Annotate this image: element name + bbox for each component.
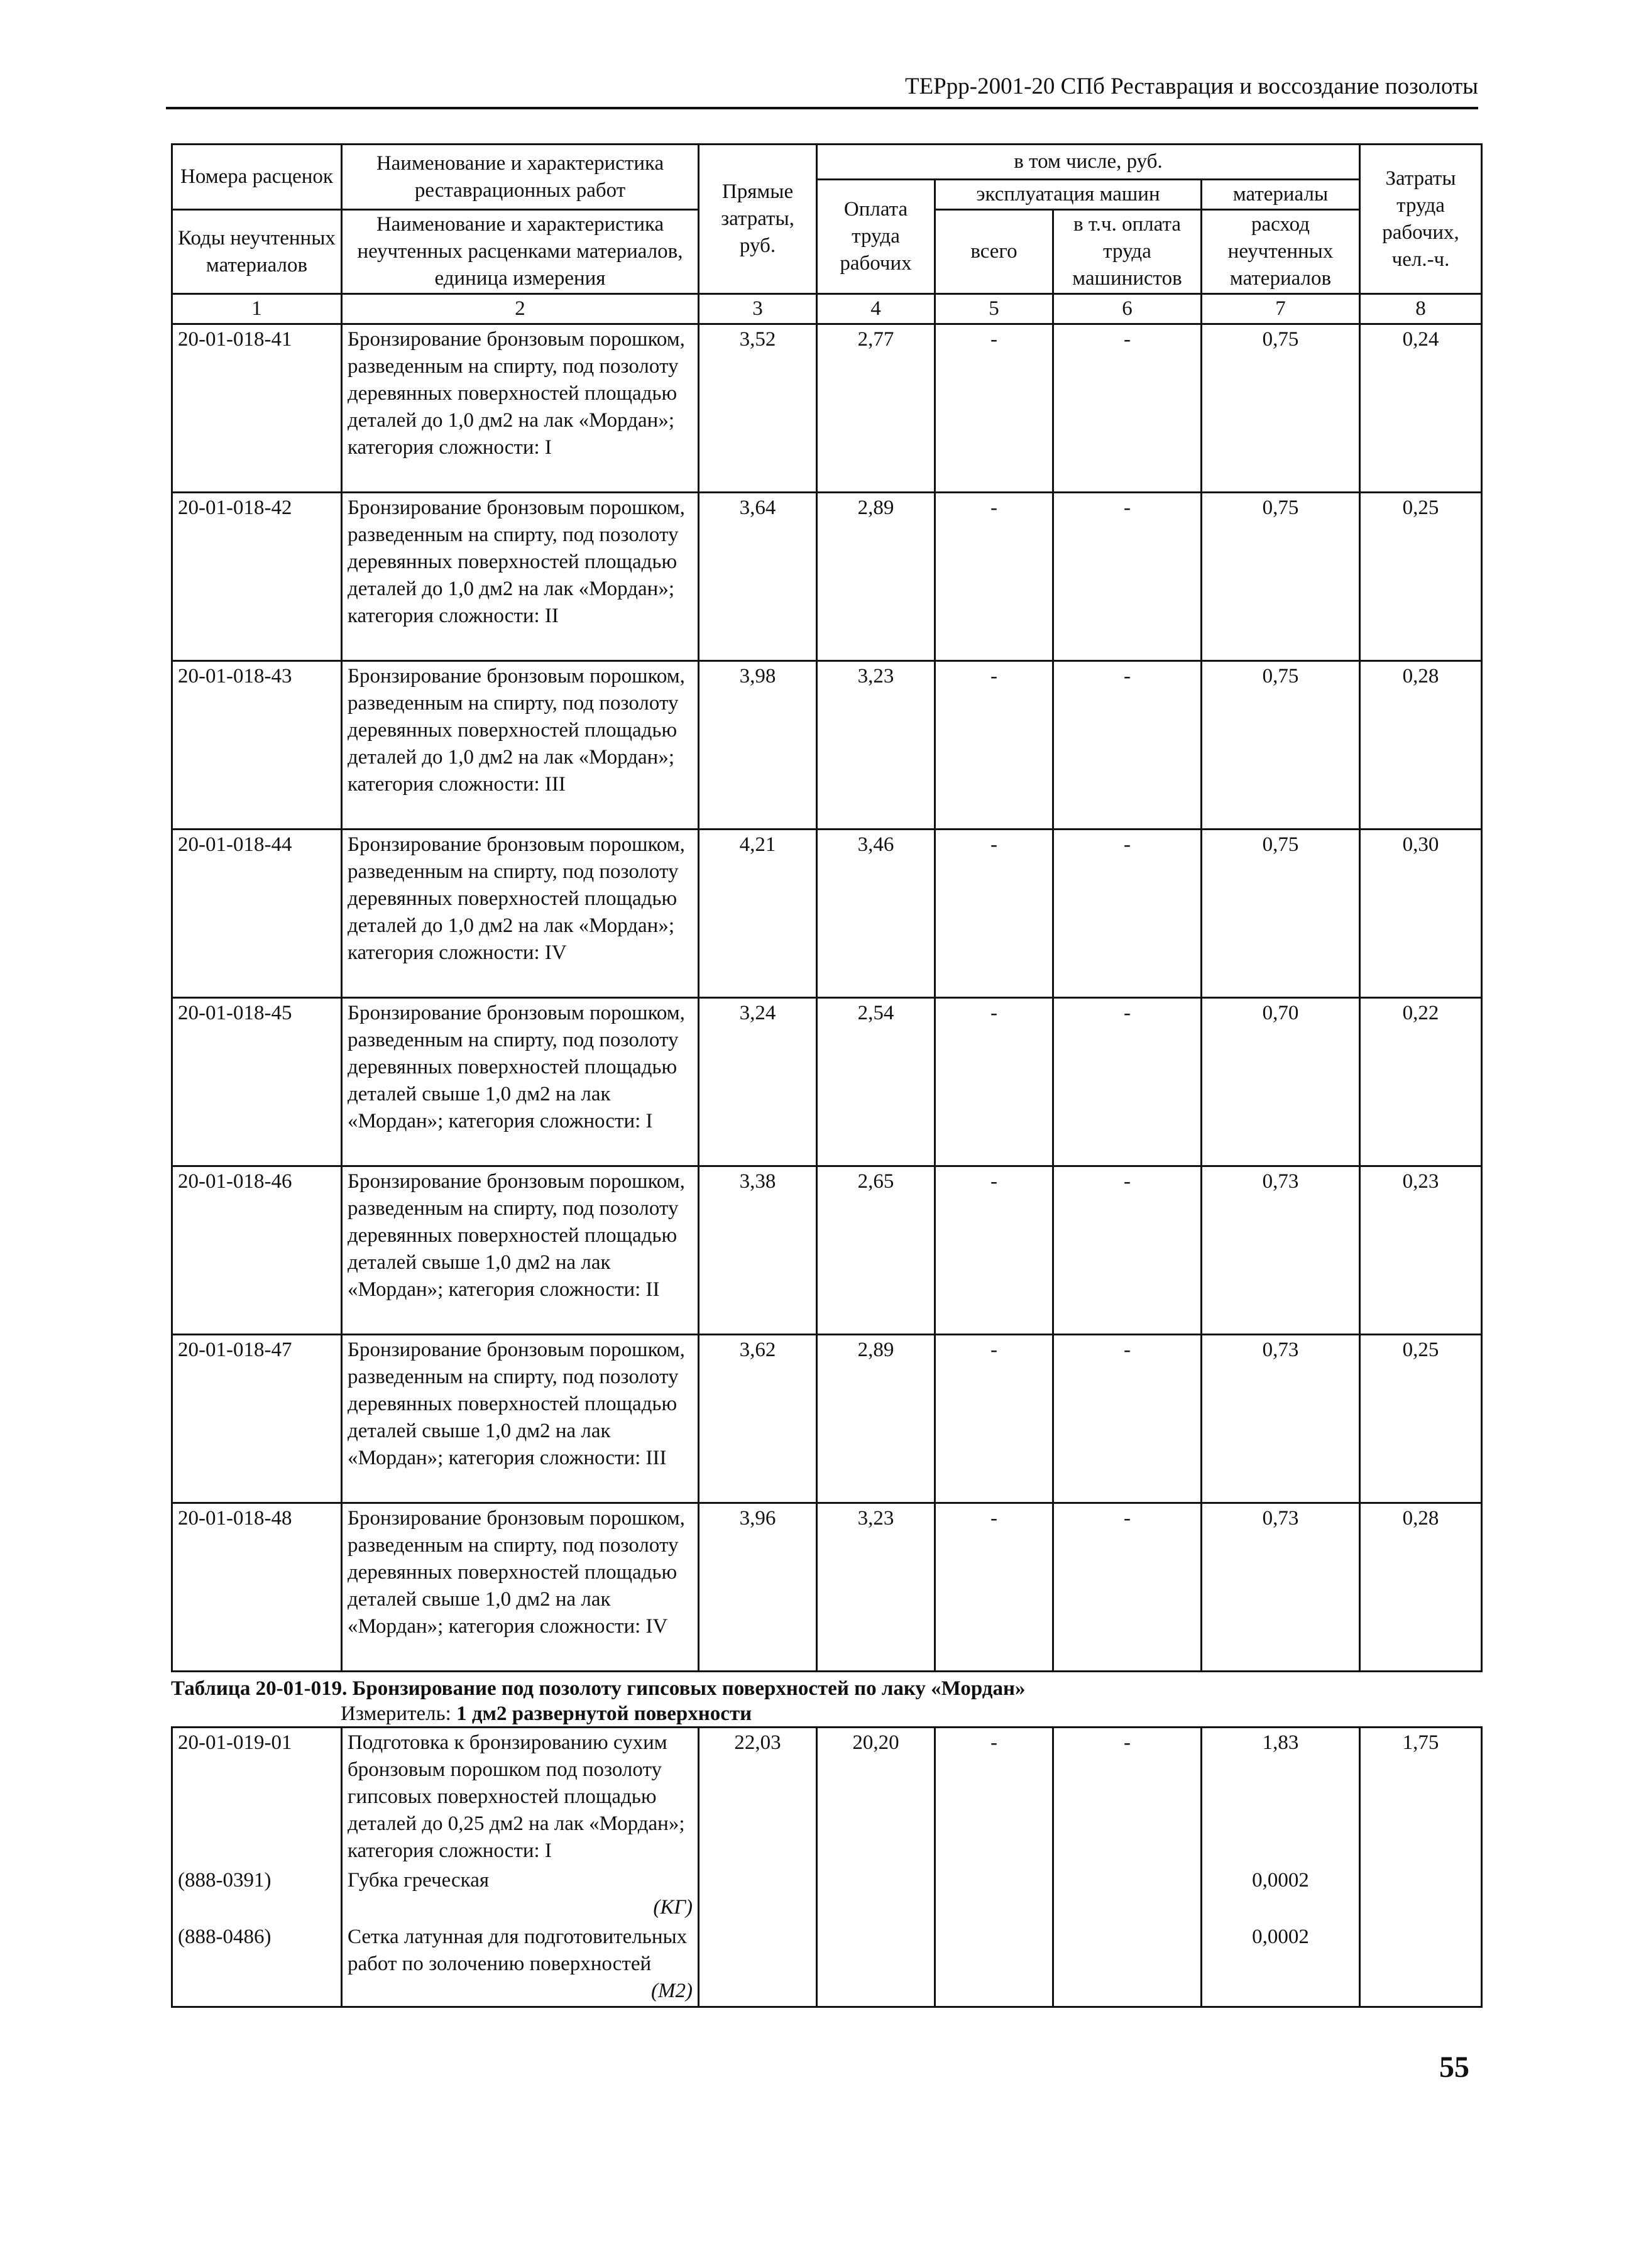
material-name: Губка греческая <box>348 1869 490 1892</box>
machine-total: - <box>935 661 1053 830</box>
rate-description: Бронзирование бронзовым порошком, разведенным на спирту, под позолоту деревянных поверхностей площадью деталей до 1,0 дм2 на лак «Мордан»; категория сложности: I <box>342 324 699 493</box>
col-header-labor-hours: Затраты труда рабочих, чел.-ч. <box>1360 145 1482 294</box>
table-row <box>172 1503 1482 1672</box>
worker-pay: 3,46 <box>817 830 935 998</box>
labor-hours: 1,75 <box>1360 1728 1482 1866</box>
direct-cost: 3,64 <box>699 493 817 661</box>
rates-tables <box>171 143 1481 2008</box>
material-name: Сетка латунная для подготовительных работ по золочению поверхностей <box>348 1926 688 1975</box>
machinist-pay: - <box>1053 661 1202 830</box>
column-number: 3 <box>699 294 817 324</box>
table-row <box>172 830 1482 998</box>
table-row <box>172 324 1482 493</box>
direct-cost: 3,96 <box>699 1503 817 1672</box>
material-unit: (М2) <box>651 1980 693 2002</box>
table-row <box>172 1335 1482 1503</box>
column-numbers-row <box>172 294 1482 324</box>
machine-total: - <box>935 830 1053 998</box>
rate-description: Бронзирование бронзовым порошком, разведенным на спирту, под позолоту деревянных поверхностей площадью деталей свыше 1,0 дм2 на лак «Мордан»; категория сложности: I <box>342 998 699 1166</box>
col-header-work-name: Наименование и характеристика реставрационных работ <box>342 145 699 210</box>
direct-cost: 4,21 <box>699 830 817 998</box>
meter-value: 1 дм2 развернутой поверхности <box>456 1702 752 1725</box>
col-header-material-codes: Коды неучтенных материалов <box>172 210 342 294</box>
worker-pay: 2,54 <box>817 998 935 1166</box>
col-header-worker-pay: Оплата труда рабочих <box>817 180 935 294</box>
rate-code: 20-01-018-44 <box>172 830 342 998</box>
machinist-pay: - <box>1053 1335 1202 1503</box>
meter-label: Измеритель: <box>341 1702 451 1725</box>
document-title: ТЕРрр-2001-20 СПб Реставрация и воссоздание позолоты <box>904 74 1478 99</box>
table-row <box>172 1166 1482 1335</box>
table-caption: Таблица 20-01-019. Бронзирование под позолоту гипсовых поверхностей по лаку «Мордан» <box>171 1677 1026 1700</box>
labor-hours: 0,25 <box>1360 493 1482 661</box>
table-row <box>172 493 1482 661</box>
column-number: 4 <box>817 294 935 324</box>
machine-total: - <box>935 324 1053 493</box>
machinist-pay: - <box>1053 1166 1202 1335</box>
column-number: 8 <box>1360 294 1482 324</box>
worker-pay: 2,89 <box>817 1335 935 1503</box>
table-meter <box>171 1701 1481 1726</box>
rate-description: Бронзирование бронзовым порошком, разведенным на спирту, под позолоту деревянных поверхностей площадью деталей до 1,0 дм2 на лак «Мордан»; категория сложности: IV <box>342 830 699 998</box>
rate-description: Бронзирование бронзовым порошком, разведенным на спирту, под позолоту деревянных поверхностей площадью деталей до 1,0 дм2 на лак «Мордан»; категория сложности: III <box>342 661 699 830</box>
material-quantity: 0,0002 <box>1202 1866 1360 1922</box>
material-row <box>172 1922 1482 2007</box>
col-header-machinist-pay: в т.ч. оплата труда машинистов <box>1053 210 1202 294</box>
machinist-pay: - <box>1053 1503 1202 1672</box>
rates-table <box>171 143 1483 1672</box>
col-header-machine-operation: эксплуатация машин <box>935 180 1202 210</box>
running-header <box>166 70 1478 109</box>
rate-description: Бронзирование бронзовым порошком, разведенным на спирту, под позолоту деревянных поверхностей площадью деталей до 1,0 дм2 на лак «Мордан»; категория сложности: II <box>342 493 699 661</box>
machine-total: - <box>935 1166 1053 1335</box>
direct-cost: 3,62 <box>699 1335 817 1503</box>
machine-total: - <box>935 998 1053 1166</box>
worker-pay: 2,65 <box>817 1166 935 1335</box>
direct-cost: 22,03 <box>699 1728 817 1866</box>
rate-code: 20-01-018-41 <box>172 324 342 493</box>
col-header-machine-total: всего <box>935 210 1053 294</box>
rate-description: Бронзирование бронзовым порошком, разведенным на спирту, под позолоту деревянных поверхностей площадью деталей свыше 1,0 дм2 на лак «Мордан»; категория сложности: III <box>342 1335 699 1503</box>
materials-cost: 0,73 <box>1202 1166 1360 1335</box>
direct-cost: 3,24 <box>699 998 817 1166</box>
rate-code: 20-01-018-42 <box>172 493 342 661</box>
col-header-direct-costs: Прямые затраты, руб. <box>699 145 817 294</box>
column-number: 5 <box>935 294 1053 324</box>
column-number: 1 <box>172 294 342 324</box>
table-row <box>172 998 1482 1166</box>
rate-code: 20-01-018-46 <box>172 1166 342 1335</box>
column-number: 7 <box>1202 294 1360 324</box>
machinist-pay: - <box>1053 324 1202 493</box>
labor-hours: 0,28 <box>1360 661 1482 830</box>
materials-cost: 0,70 <box>1202 998 1360 1166</box>
worker-pay: 3,23 <box>817 661 935 830</box>
labor-hours: 0,24 <box>1360 324 1482 493</box>
materials-cost: 0,75 <box>1202 830 1360 998</box>
rate-description: Подготовка к бронзированию сухим бронзовым порошком под позолоту гипсовых поверхностей площадью деталей до 0,25 дм2 на лак «Мордан»; категория сложности: I <box>342 1728 699 1866</box>
materials-cost: 0,75 <box>1202 661 1360 830</box>
col-header-including: в том числе, руб. <box>817 145 1360 180</box>
materials-cost: 1,83 <box>1202 1728 1360 1866</box>
col-header-rate-number: Номера расценок <box>172 145 342 210</box>
worker-pay: 20,20 <box>817 1728 935 1866</box>
direct-cost: 3,98 <box>699 661 817 830</box>
column-number: 6 <box>1053 294 1202 324</box>
col-header-material-usage: расход неучтенных материалов <box>1202 210 1360 294</box>
rate-code: 20-01-018-45 <box>172 998 342 1166</box>
materials-cost: 0,73 <box>1202 1335 1360 1503</box>
material-row <box>172 1866 1482 1922</box>
table-row <box>172 1728 1482 1866</box>
material-code: (888-0486) <box>172 1922 342 2007</box>
col-header-material-names: Наименование и характеристика неучтенных расценками материалов, единица измерения <box>342 210 699 294</box>
machine-total: - <box>935 493 1053 661</box>
rate-code: 20-01-018-48 <box>172 1503 342 1672</box>
labor-hours: 0,23 <box>1360 1166 1482 1335</box>
material-code: (888-0391) <box>172 1866 342 1922</box>
machinist-pay: - <box>1053 1728 1202 1866</box>
machine-total: - <box>935 1503 1053 1672</box>
worker-pay: 2,77 <box>817 324 935 493</box>
machinist-pay: - <box>1053 493 1202 661</box>
col-header-materials: материалы <box>1202 180 1360 210</box>
worker-pay: 2,89 <box>817 493 935 661</box>
rate-description: Бронзирование бронзовым порошком, разведенным на спирту, под позолоту деревянных поверхностей площадью деталей свыше 1,0 дм2 на лак «Мордан»; категория сложности: II <box>342 1166 699 1335</box>
labor-hours: 0,22 <box>1360 998 1482 1166</box>
rates-table-019 <box>171 1726 1483 2008</box>
rate-code: 20-01-018-43 <box>172 661 342 830</box>
direct-cost: 3,52 <box>699 324 817 493</box>
materials-cost: 0,73 <box>1202 1503 1360 1672</box>
page-number: 55 <box>1439 2051 1469 2084</box>
material-quantity: 0,0002 <box>1202 1922 1360 2007</box>
direct-cost: 3,38 <box>699 1166 817 1335</box>
table-row <box>172 661 1482 830</box>
labor-hours: 0,30 <box>1360 830 1482 998</box>
machinist-pay: - <box>1053 998 1202 1166</box>
materials-cost: 0,75 <box>1202 493 1360 661</box>
rate-code: 20-01-019-01 <box>172 1728 342 1866</box>
machine-total: - <box>935 1335 1053 1503</box>
materials-cost: 0,75 <box>1202 324 1360 493</box>
machinist-pay: - <box>1053 830 1202 998</box>
material-unit: (КГ) <box>653 1896 693 1919</box>
worker-pay: 3,23 <box>817 1503 935 1672</box>
machine-total: - <box>935 1728 1053 1866</box>
column-number: 2 <box>342 294 699 324</box>
labor-hours: 0,25 <box>1360 1335 1482 1503</box>
labor-hours: 0,28 <box>1360 1503 1482 1672</box>
rate-description: Бронзирование бронзовым порошком, разведенным на спирту, под позолоту деревянных поверхностей площадью деталей свыше 1,0 дм2 на лак «Мордан»; категория сложности: IV <box>342 1503 699 1672</box>
rate-code: 20-01-018-47 <box>172 1335 342 1503</box>
